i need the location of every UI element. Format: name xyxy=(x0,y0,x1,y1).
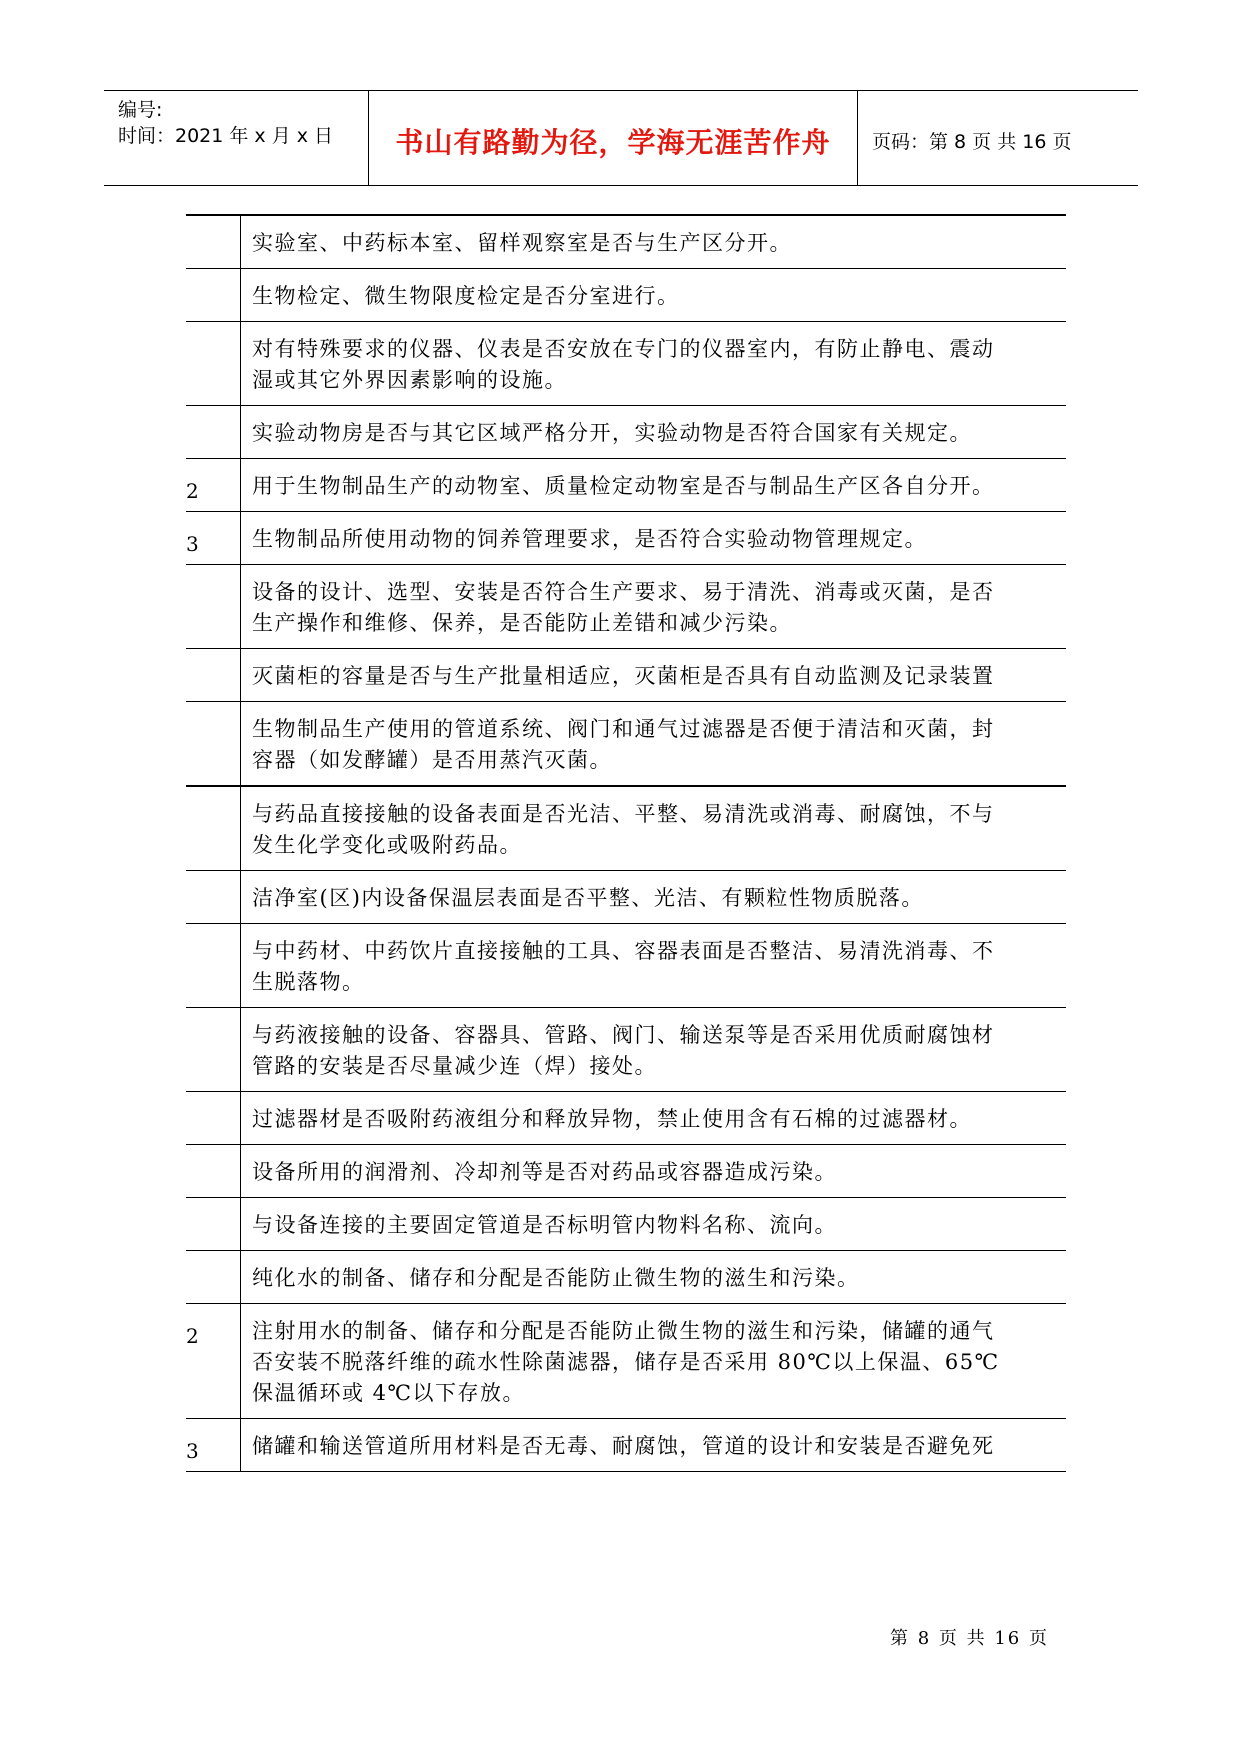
row-text xyxy=(252,577,1092,639)
page-footer: 第 8 页 共 16 页 xyxy=(890,1628,1049,1649)
number-label: 编号: xyxy=(118,99,163,121)
header-motto-cell xyxy=(368,91,858,185)
row-number-cell xyxy=(186,459,241,511)
row-text-line: 否安装不脱落纤维的疏水性除菌滤器，储存是否采用 80℃以上保温、65℃ xyxy=(252,1350,1000,1374)
row-text xyxy=(252,1263,1092,1294)
row-number-cell xyxy=(186,512,241,564)
row-text-line: 保温循环或 4℃以下存放。 xyxy=(252,1381,526,1405)
table-row xyxy=(186,1092,1066,1145)
row-text xyxy=(252,1104,1092,1135)
header-page-code xyxy=(858,91,1138,185)
row-text-line: 洁净室(区)内设备保温层表面是否平整、光洁、有颗粒性物质脱落。 xyxy=(252,886,924,910)
table-row xyxy=(186,512,1066,565)
table-row xyxy=(186,406,1066,459)
row-text-line: 设备所用的润滑剂、冷却剂等是否对药品或容器造成污染。 xyxy=(252,1160,837,1184)
row-number-cell xyxy=(186,269,241,321)
row-text-line: 注射用水的制备、储存和分配是否能防止微生物的滋生和污染，储罐的通气 xyxy=(252,1319,995,1343)
table-row xyxy=(186,649,1066,702)
table-row xyxy=(186,565,1066,649)
row-text-line: 湿或其它外界因素影响的设施。 xyxy=(252,368,567,392)
row-number-cell xyxy=(186,1145,241,1197)
header-meta xyxy=(104,91,368,185)
row-number-cell xyxy=(186,924,241,1007)
row-number-cell xyxy=(186,1419,241,1471)
row-text xyxy=(252,883,1092,914)
row-text-line: 与药液接触的设备、容器具、管路、阀门、输送泵等是否采用优质耐腐蚀材 xyxy=(252,1023,995,1047)
row-number-cell xyxy=(186,1304,241,1418)
row-number-cell xyxy=(186,1008,241,1091)
row-text-line: 纯化水的制备、储存和分配是否能防止微生物的滋生和污染。 xyxy=(252,1266,860,1290)
table-row xyxy=(186,1145,1066,1198)
table-row xyxy=(186,1419,1066,1472)
table-row xyxy=(186,702,1066,787)
row-text-line: 生物制品生产使用的管道系统、阀门和通气过滤器是否便于清洁和灭菌，封 xyxy=(252,717,995,741)
page-code-text: 页码：第 8 页 共 16 页 xyxy=(872,131,1072,153)
row-text xyxy=(252,471,1092,502)
row-text-line: 与中药材、中药饮片直接接触的工具、容器表面是否整洁、易清洗消毒、不 xyxy=(252,939,995,963)
row-text-line: 容器（如发酵罐）是否用蒸汽灭菌。 xyxy=(252,748,612,772)
row-number-cell xyxy=(186,322,241,405)
row-text-line: 实验室、中药标本室、留样观察室是否与生产区分开。 xyxy=(252,231,792,255)
row-number-cell xyxy=(186,216,241,268)
row-text-line: 实验动物房是否与其它区域严格分开，实验动物是否符合国家有关规定。 xyxy=(252,421,972,445)
row-number-cell xyxy=(186,1251,241,1303)
table-row xyxy=(186,214,1066,269)
table-row xyxy=(186,269,1066,322)
table-row xyxy=(186,1304,1066,1419)
table-row xyxy=(186,787,1066,871)
row-number-cell xyxy=(186,1198,241,1250)
row-number-cell xyxy=(186,702,241,785)
time-label: 时间：2021 年 x 月 x 日 xyxy=(118,125,334,147)
motto-text: 书山有路勤为径，学海无涯苦作舟 xyxy=(395,126,831,159)
row-number-cell xyxy=(186,649,241,701)
row-number-cell xyxy=(186,1092,241,1144)
row-text-line: 与药品直接接触的设备表面是否光洁、平整、易清洗或消毒、耐腐蚀，不与 xyxy=(252,802,995,826)
row-text-line: 生物检定、微生物限度检定是否分室进行。 xyxy=(252,284,680,308)
row-text-line: 发生化学变化或吸附药品。 xyxy=(252,833,522,857)
row-text-line: 对有特殊要求的仪器、仪表是否安放在专门的仪器室内，有防止静电、震动 xyxy=(252,337,995,361)
row-text-line: 生物制品所使用动物的饲养管理要求，是否符合实验动物管理规定。 xyxy=(252,527,927,551)
row-text xyxy=(252,1157,1092,1188)
row-text-line: 设备的设计、选型、安装是否符合生产要求、易于清洗、消毒或灭菌，是否 xyxy=(252,580,995,604)
row-number-cell xyxy=(186,406,241,458)
row-text xyxy=(252,661,1092,692)
row-text xyxy=(252,228,1092,259)
row-text-line: 管路的安装是否尽量减少连（焊）接处。 xyxy=(252,1054,657,1078)
row-text xyxy=(252,1431,1092,1462)
row-text-line: 用于生物制品生产的动物室、质量检定动物室是否与制品生产区各自分开。 xyxy=(252,474,995,498)
row-number: 2 xyxy=(186,1324,199,1348)
row-text xyxy=(252,418,1092,449)
row-text-line: 过滤器材是否吸附药液组分和释放异物，禁止使用含有石棉的过滤器材。 xyxy=(252,1107,972,1131)
row-text xyxy=(252,799,1092,861)
row-text-line: 生产操作和维修、保养，是否能防止差错和减少污染。 xyxy=(252,611,792,635)
row-text xyxy=(252,281,1092,312)
row-text-line: 储罐和输送管道所用材料是否无毒、耐腐蚀，管道的设计和安装是否避免死 xyxy=(252,1434,995,1458)
table-row xyxy=(186,871,1066,924)
table-row xyxy=(186,924,1066,1008)
row-text xyxy=(252,714,1092,776)
table-row xyxy=(186,1251,1066,1304)
row-number: 2 xyxy=(186,479,199,503)
row-text xyxy=(252,524,1092,555)
table-row xyxy=(186,322,1066,406)
row-number-cell xyxy=(186,787,241,870)
page-header xyxy=(104,90,1138,186)
row-text xyxy=(252,1210,1092,1241)
table-row xyxy=(186,459,1066,512)
row-text-line: 灭菌柜的容量是否与生产批量相适应，灭菌柜是否具有自动监测及记录装置 xyxy=(252,664,995,688)
table-row xyxy=(186,1198,1066,1251)
row-number-cell xyxy=(186,565,241,648)
row-text xyxy=(252,1316,1092,1409)
row-text xyxy=(252,1020,1092,1082)
row-text-line: 生脱落物。 xyxy=(252,970,365,994)
row-text xyxy=(252,936,1092,998)
row-text-line: 与设备连接的主要固定管道是否标明管内物料名称、流向。 xyxy=(252,1213,837,1237)
row-number-cell xyxy=(186,871,241,923)
row-number: 3 xyxy=(186,532,199,556)
checklist-table xyxy=(186,214,1066,1602)
row-text xyxy=(252,334,1092,396)
row-number: 3 xyxy=(186,1439,199,1463)
table-row xyxy=(186,1008,1066,1092)
